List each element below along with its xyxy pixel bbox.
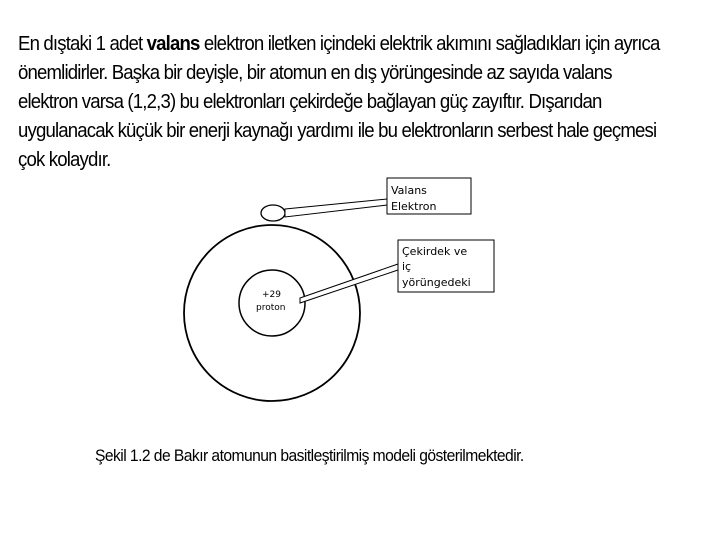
core-label-line2: iç [402, 260, 412, 273]
valence-leader [285, 199, 387, 217]
valence-label-line1: Valans [391, 184, 427, 197]
paragraph-text-rest: elektron iletken içindeki elektrik akımını sağladıkları için ayrıca önemlidirler. Başka bir deyişle, bir atomun en dış yörüngesinde az sayıda valans elektron varsa (1,2,3) bu elektronları çekirdeğe bağlayan güç zayıftır. Dışarıdan uygulanacak küçük bir enerji kaynağı yardımı ile bu elektronların serbest hale geçmesi çok kolaydır. [18, 33, 660, 171]
core-label-line3: yörüngedeki [402, 276, 471, 289]
figure-caption: Şekil 1.2 de Bakır atomunun basitleştirilmiş modeli gösterilmektedir. [95, 446, 524, 465]
nucleus-proton: proton [256, 303, 286, 313]
valence-label-line2: Elektron [391, 200, 437, 213]
paragraph-text-start: En dıştaki 1 adet [18, 33, 147, 55]
nucleus-charge: +29 [262, 290, 281, 300]
paragraph-bold-term: valans [146, 33, 200, 55]
valence-electron [261, 205, 285, 221]
core-label-line1: Çekirdek ve [402, 245, 468, 258]
